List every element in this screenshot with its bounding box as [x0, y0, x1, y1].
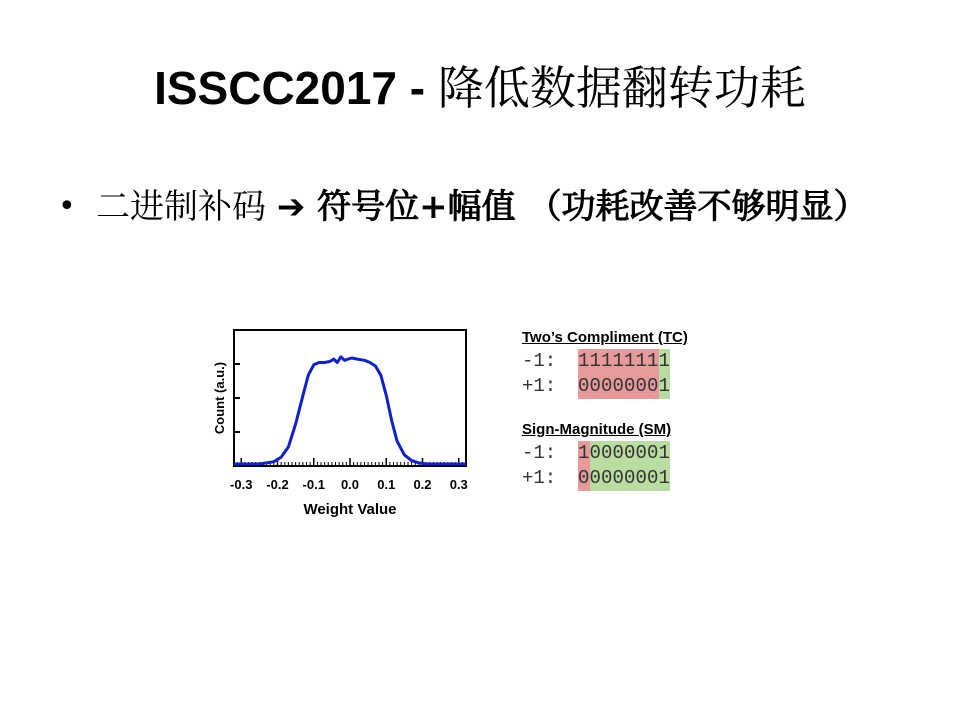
x-tick-label-2: -0.1: [302, 477, 325, 492]
x-tick-label-1: -0.2: [266, 477, 289, 492]
sm-bits: [578, 466, 670, 491]
sm-heading: Sign-Magnitude (SM): [522, 421, 672, 438]
bullet-marker: •: [58, 189, 76, 224]
bit-cell: 0: [624, 442, 636, 464]
sm-row-0: [522, 441, 688, 466]
bit-cell: 1: [624, 350, 636, 372]
x-axis-tick-labels: [230, 477, 468, 492]
bullet-part1: 二进制补码: [96, 187, 277, 227]
bit-cell: 0: [578, 467, 590, 489]
bit-cell: 1: [589, 350, 601, 372]
tc-row-0: [522, 349, 688, 374]
bit-cell: 0: [635, 375, 647, 397]
sm-bits: [578, 441, 670, 466]
series-line-weights: [234, 357, 466, 464]
bullet-part2: 符号位+幅值: [305, 187, 516, 227]
bit-cell: 0: [635, 467, 647, 489]
x-tick-label-3: 0.0: [340, 477, 360, 492]
x-tick-label-6: 0.3: [449, 477, 468, 492]
sm-row-label: +1:: [522, 467, 557, 489]
x-tick-label-0: -0.3: [230, 477, 253, 492]
tc-row-label: +1:: [522, 375, 557, 397]
bit-cell: 0: [624, 375, 636, 397]
tc-rows: [522, 349, 688, 399]
bit-cell: 1: [647, 350, 659, 372]
bit-cell: 0: [589, 442, 601, 464]
tc-bits: [578, 349, 670, 374]
bit-cell: 0: [612, 467, 624, 489]
tc-heading: Two’s Compliment (TC): [522, 329, 688, 346]
bit-cell: 0: [578, 375, 590, 397]
bit-cell: 0: [647, 375, 659, 397]
bit-cell: 1: [612, 350, 624, 372]
bit-cell: 1: [601, 350, 613, 372]
plot-frame: [234, 330, 466, 466]
title-latin: ISSCC2017 -: [154, 62, 438, 114]
bit-cell: 0: [589, 467, 601, 489]
sm-rows: [522, 441, 688, 491]
bit-cell: 1: [658, 375, 670, 397]
sm-row-label: -1:: [522, 442, 557, 464]
bit-cell: 0: [601, 467, 613, 489]
arrow-icon: ➔: [276, 187, 306, 227]
bit-cell: 0: [624, 467, 636, 489]
bit-cell: 0: [612, 442, 624, 464]
bit-cell: 0: [612, 375, 624, 397]
bit-cell: 1: [658, 350, 670, 372]
tc-bits: [578, 374, 670, 399]
x-tick-label-5: 0.2: [413, 477, 432, 492]
y-axis-label: Count (a.u.): [212, 361, 227, 435]
title-cjk: 降低数据翻转功耗: [437, 61, 806, 115]
bit-cell: 0: [647, 442, 659, 464]
bit-cell: 0: [601, 442, 613, 464]
x-tick-label-4: 0.1: [377, 477, 396, 492]
slide-title: [0, 52, 960, 118]
bit-cell: 1: [635, 350, 647, 372]
bit-cell: 1: [578, 442, 590, 464]
bit-cell: 0: [601, 375, 613, 397]
bit-cell: 0: [647, 467, 659, 489]
x-axis-label: Weight Value: [303, 501, 397, 518]
bit-cell: 0: [589, 375, 601, 397]
bit-cell: 0: [635, 442, 647, 464]
bullet-part3: （功耗改善不够明显）: [515, 187, 868, 227]
bit-cell: 1: [578, 350, 590, 372]
encoding-comparison: [522, 327, 688, 491]
bit-cell: 1: [658, 442, 670, 464]
weight-distribution-chart: [200, 322, 490, 522]
sm-row-1: [522, 466, 688, 491]
bullet-text: [96, 182, 896, 232]
bit-cell: 1: [658, 467, 670, 489]
tc-row-1: [522, 374, 688, 399]
tc-row-label: -1:: [522, 350, 557, 372]
